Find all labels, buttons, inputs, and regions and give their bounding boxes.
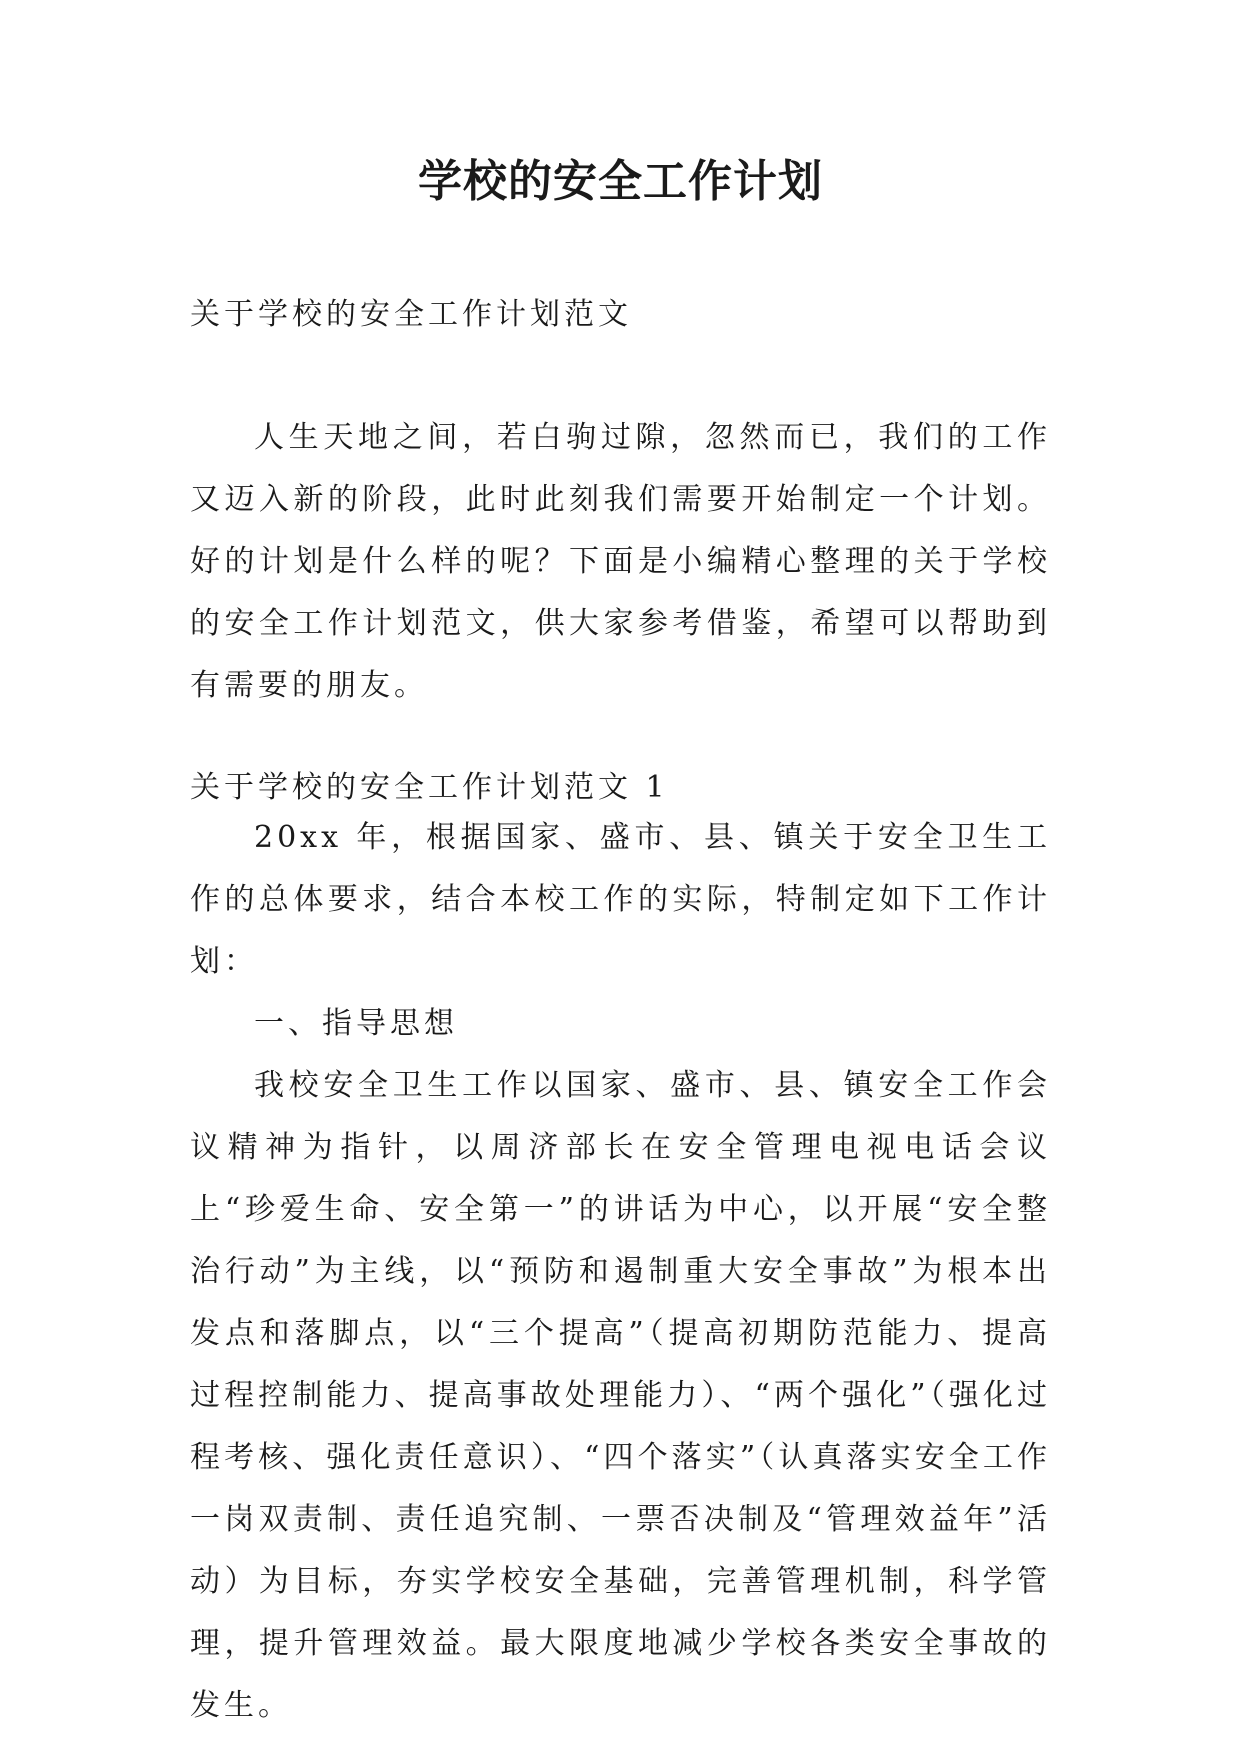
section-body xyxy=(190,807,1051,1737)
body-paragraph: 20xx 年，根据国家、盛市、县、镇关于安全卫生工作的总体要求，结合本校工作的实际，特制定如下工作计划： xyxy=(190,820,1051,979)
document-subtitle: 关于学校的安全工作计划范文 xyxy=(190,297,632,332)
document-title: 学校的安全工作计划 xyxy=(418,156,823,207)
body-heading-guiding-ideology: 一、指导思想 xyxy=(254,1006,458,1041)
body-paragraph: 我校安全卫生工作以国家、盛市、县、镇安全工作会议精神为指针，以周济部长在安全管理电视电话会议上“珍爱生命、安全第一”的讲话为中心，以开展“安全整治行动”为主线，以“预防和遏制重大安全事故”为根本出发点和落脚点，以“三个提高”（提高初期防范能力、提高过程控制能力、提高事故处理能力）、“两个强化”（强化过程考核、强化责任意识）、“四个落实”（认真落实安全工作一岗双责制、责任追究制、一票否决制及“管理效益年”活动）为目标，夯实学校安全基础，完善管理机制，科学管理，提升管理效益。最大限度地减少学校各类安全事故的发生。 xyxy=(190,1068,1051,1723)
section-title: 关于学校的安全工作计划范文 1 xyxy=(190,770,669,805)
intro-paragraph: 人生天地之间，若白驹过隙，忽然而已，我们的工作又迈入新的阶段，此时此刻我们需要开始制定一个计划。好的计划是什么样的呢？下面是小编精心整理的关于学校的安全工作计划范文，供大家参考借鉴，希望可以帮助到有需要的朋友。 xyxy=(190,420,1051,703)
